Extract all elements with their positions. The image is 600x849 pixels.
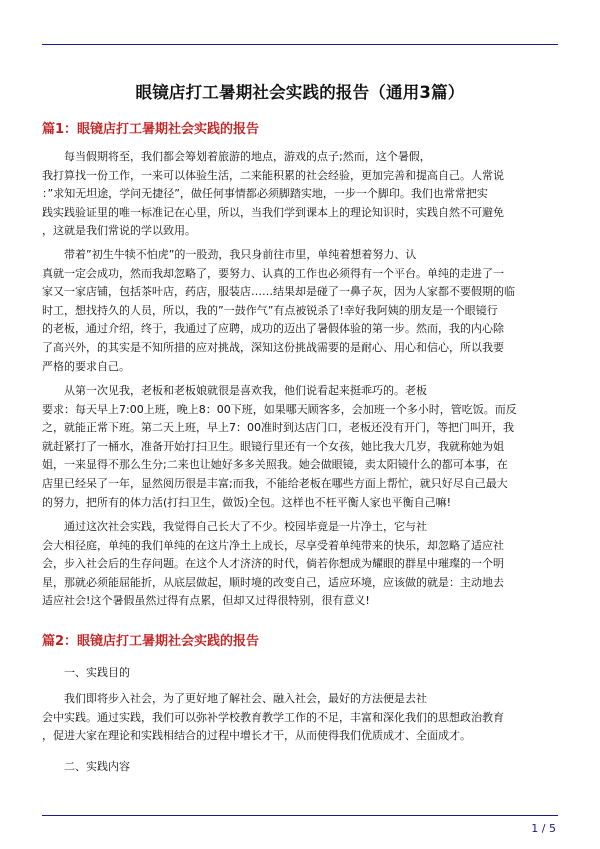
text-line: ，促进大家在理论和实践相结合的过程中增长才干，从而使得我们优质成才、全面成才。 bbox=[42, 729, 471, 743]
page-number: 1 / 5 bbox=[531, 822, 556, 835]
subheading-content: 二、实践内容 bbox=[64, 760, 130, 773]
text-line: 时工，想找持久的人员，所以，我的”一鼓作气”有点被锐杀了!幸好我阿姨的朋友是一个眼镜行 bbox=[42, 303, 498, 317]
section1-paragraph-4 bbox=[42, 518, 558, 611]
text-line: 真就一定会成功，然而我却忽略了，要努力、认真的工作也必须得有一个平台。单纯的走进了一 bbox=[42, 266, 504, 280]
text-line: 要求：每天早上7:00上班，晚上8：00下班，如果哪天顾客多，会加班一个多小时，管吃饭。而反 bbox=[42, 402, 517, 416]
text-line: ：”求知无坦途，学问无捷径”，做任何事情都必须脚踏实地，一步一个脚印。我们也常常把实 bbox=[42, 187, 488, 201]
text-line: 带着”初生牛犊不怕虎”的一股劲，我只身前往市里，单纯着想着努力、认 bbox=[64, 248, 417, 261]
subheading-purpose: 一、实践目的 bbox=[64, 666, 130, 679]
text-line: 通过这次社会实践，我觉得自己长大了不少。校园毕竟是一片净土，它与社 bbox=[64, 520, 427, 533]
text-line: 从第一次见我，老板和老板娘就很是喜欢我，他们说看起来挺乖巧的。老板 bbox=[64, 384, 427, 397]
text-line: 会，步入社会后的生存问题。在这个人才济济的时代，倘若你想成为耀眼的群星中璀璨的一个明 bbox=[42, 557, 504, 571]
text-line: ，这就是我们常说的学以致用。 bbox=[42, 224, 196, 238]
text-line: 店里已经呆了一年，显然阅历很是丰富;而我，不能给老板在哪些方面上帮忙，就只好尽自己最大 bbox=[42, 476, 508, 490]
text-line: 会中实践。通过实践，我们可以弥补学校教育教学工作的不足，丰富和深化我们的思想政治教育 bbox=[42, 710, 504, 724]
text-line: 我打算找一份工作，一来可以体验生活，二来能积累的社会经验，更加完善和提高自己。人常说 bbox=[42, 168, 504, 182]
text-line: 适应社会!这个暑假虽然过得有点累，但却又过得很特别，很有意义! bbox=[42, 594, 370, 608]
text-line: 我们即将步入社会，为了更好地了解社会、融入社会，最好的方法便是去社 bbox=[64, 692, 427, 705]
section2-paragraph-1 bbox=[42, 690, 558, 746]
text-line: 家又一家店铺，包括茶叶店，药店，服装店……结果却是碰了一鼻子灰，因为人家都不要假期的临 bbox=[42, 285, 515, 299]
section1-paragraph-3 bbox=[42, 382, 558, 512]
text-line: 践实践验证里的唯一标准记在心里，所以，当我们学到课本上的理论知识时，实践自然不可避免 bbox=[42, 205, 504, 219]
top-rule bbox=[42, 44, 558, 45]
section1-paragraph-1 bbox=[42, 148, 558, 241]
bottom-rule bbox=[42, 815, 558, 816]
text-line: 就赶紧打了一桶水，准备开始打扫卫生。眼镜行里还有一个女孩，她比我大几岁，我就称她为姐 bbox=[42, 439, 504, 453]
text-line: 严格的要求自己。 bbox=[42, 359, 130, 373]
text-line: 会大相径庭，单纯的我们单纯的在这片净土上成长，尽享受着单纯带来的快乐，却忽略了适应社 bbox=[42, 538, 504, 552]
text-line: 的努力，把所有的体力活(打扫卫生，做饭)全包。这样也不枉平衡人家也平衡自己嘛! bbox=[42, 495, 451, 509]
section1-paragraph-2 bbox=[42, 246, 558, 376]
section-heading-1: 篇1：眼镜店打工暑期社会实践的报告 bbox=[42, 122, 260, 137]
text-line: 之，就能正常下班。第二天上班，早上7：00准时到达店门口，老板还没有开门，等把门叫开，我 bbox=[42, 421, 514, 435]
text-line: 每当假期将至，我们都会筹划着旅游的地点，游戏的点子;然而，这个暑假， bbox=[64, 150, 431, 163]
text-line: 姐，一来显得不那么生分;二来也让她好多多关照我。她会做眼镜，卖太阳镜什么的都可本事，在 bbox=[42, 458, 508, 472]
text-line: 了高兴外，的其实是不知所措的应对挑战，深知这份挑战需要的是耐心、用心和信心，所以我要 bbox=[42, 340, 504, 354]
text-line: 的老板，通过介绍，终于，我通过了应聘，成功的迈出了暑假体验的第一步。然而，我的内心除 bbox=[42, 322, 504, 336]
document-title: 眼镜店打工暑期社会实践的报告（通用3篇） bbox=[135, 83, 465, 102]
text-line: 星，那就必须能屈能折，从底层做起，顺时境的改变自己，适应环境，应该做的就是：主动地去 bbox=[42, 575, 504, 589]
section-heading-2: 篇2：眼镜店打工暑期社会实践的报告 bbox=[42, 634, 260, 649]
